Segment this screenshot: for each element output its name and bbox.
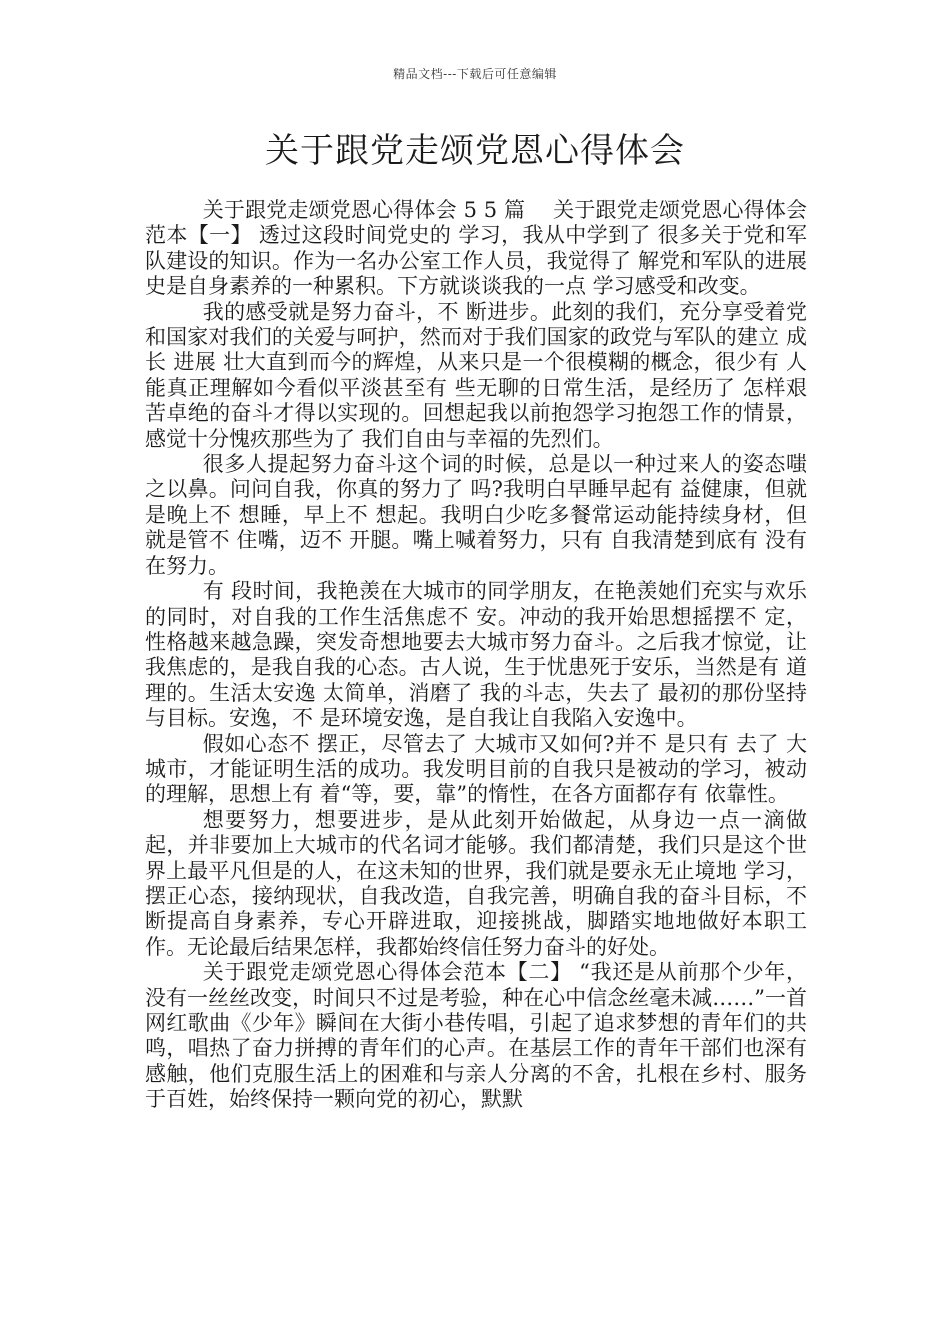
document-title: 关于跟党走颂党恩心得体会 — [265, 131, 685, 171]
paragraph-4: 有 段时间，我艳羡在大城市的同学朋友，在艳羡她们充实与欢乐的同时，对自我的工作生活焦虑不 安。冲动的我开始思想摇摆不 定，性格越来越急躁，突发奇想地要去大城市努力奋斗。之后我才惊觉，让我焦虑的，是我自我的心态。古人说，生于忧患死于安乐，当然是有 道理的。生活太安逸 太简单，消磨了 我的斗志，失去了 最初的那份坚持与目标。安逸，不 是环境安逸，是自我让自我陷入安逸中。 — [145, 579, 807, 731]
header-note: 精品文档---下载后可任意编辑 — [393, 67, 557, 81]
paragraph-3: 很多人提起努力奋斗这个词的时候，总是以一种过来人的姿态嗤之以鼻。问问自我，你真的努力了 吗?我明白早睡早起有 益健康，但就是晚上不 想睡，早上不 想起。我明白少吃多餐常运动能持续身材，但就是管不 住嘴，迈不 开腿。嘴上喊着努力，只有 自我清楚到底有 没有 在努力。 — [145, 452, 807, 578]
paragraph-7: 关于跟党走颂党恩心得体会范本【二】 “我还是从前那个少年，没有一丝丝改变，时间只不过是考验，种在心中信念丝毫未减……”一首网红歌曲《少年》瞬间在大街小巷传唱，引起了追求梦想的青年们的共鸣，唱热了奋力拼搏的青年们的心声。在基层工作的青年干部们也深有感触，他们克服生活上的困难和与亲人分离的不舍，扎根在乡村、服务于百姓，始终保持一颗向党的初心，默默 — [145, 960, 807, 1112]
paragraph-5: 假如心态不 摆正，尽管去了 大城市又如何?并不 是只有 去了 大城市，才能证明生活的成功。我发明目前的自我只是被动的学习，被动的理解，思想上有 着“等，要，靠”的惰性，在各方面都存有 依靠性。 — [145, 731, 807, 807]
paragraph-1: 关于跟党走颂党恩心得体会 5 5 篇 关于跟党走颂党恩心得体会范本【一】 透过这段时间党史的 学习，我从中学到了 很多关于党和军队建设的知识。作为一名办公室工作人员，我觉得了 解党和军队的进展史是自身素养的一种累积。下方就谈谈我的一点 学习感受和改变。 — [145, 198, 807, 299]
document-body — [145, 198, 807, 1113]
paragraph-6: 想要努力，想要进步，是从此刻开始做起，从身边一点一滴做起，并非要加上大城市的代名词才能够。我们都清楚，我们只是这个世界上最平凡但是的人，在这未知的世界，我们就是要永无止境地 学习，摆正心态，接纳现状，自我改造，自我完善，明确自我的奋斗目标，不 断提高自身素养，专心开辟进取，迎接挑战，脚踏实地地做好本职工作。无论最后结果怎样，我都始终信任努力奋斗的好处。 — [145, 807, 807, 959]
paragraph-2: 我的感受就是努力奋斗，不 断进步。此刻的我们，充分享受着党和国家对我们的关爱与呵护，然而对于我们国家的政党与军队的建立 成长 进展 壮大直到而今的辉煌，从来只是一个很模糊的概念，很少有 人能真正理解如今看似平淡甚至有 些无聊的日常生活，是经历了 怎样艰苦卓绝的奋斗才得以实现的。回想起我以前抱怨学习抱怨工作的情景，感觉十分愧疚那些为了 我们自由与幸福的先烈们。 — [145, 299, 807, 451]
